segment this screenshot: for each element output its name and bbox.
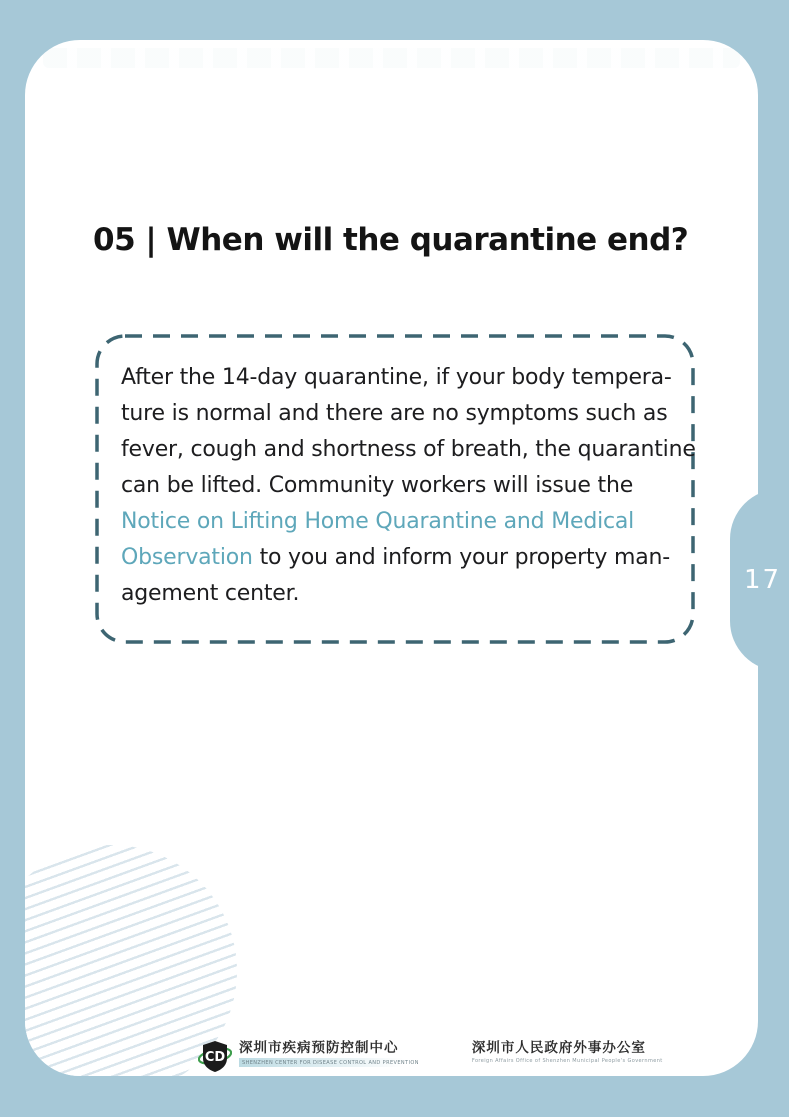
cdc-name-en: SHENZHEN CENTER FOR DISEASE CONTROL AND PREVENTION (239, 1058, 422, 1067)
page-title: 05 | When will the quarantine end? (93, 222, 689, 258)
footer-org-cdc (198, 1036, 422, 1074)
callout-text-segment: agement center. (121, 581, 300, 606)
notice-document-reference: Notice on Lifting Home Quarantine and Medical (121, 509, 635, 534)
quarantine-info-callout (95, 334, 695, 644)
callout-line (121, 540, 675, 576)
page-number-tab (730, 489, 789, 671)
cdc-name-block (239, 1036, 422, 1067)
footer (198, 1036, 663, 1074)
svg-text:CD: CD (204, 1050, 226, 1065)
callout-text-segment: fever, cough and shortness of breath, the quarantine (121, 437, 696, 462)
footer-org-fao (472, 1036, 663, 1064)
callout-text-segment: ture is normal and there are no symptoms such as (121, 401, 668, 426)
callout-line (121, 504, 675, 540)
fao-name-en: Foreign Affairs Office of Shenzhen Municipal People's Government (471, 1058, 663, 1064)
callout-line (121, 432, 696, 468)
cdc-name-zh: 深圳市疾病预防控制中心 (239, 1040, 399, 1056)
callout-text-segment: can be lifted. Community workers will issue the (121, 473, 634, 498)
notice-document-reference: Observation (121, 545, 253, 570)
fao-name-block (472, 1036, 663, 1064)
callout-line (121, 576, 675, 612)
page-number: 17 (743, 565, 782, 595)
callout-line (121, 360, 675, 396)
callout-text (121, 360, 696, 612)
top-watermark-pattern (43, 48, 740, 68)
callout-line (121, 468, 675, 504)
callout-text-segment: After the 14-day quarantine, if your body tempera- (121, 365, 672, 390)
cdc-shield-logo-icon (198, 1038, 232, 1074)
callout-line (121, 396, 675, 432)
fao-name-zh: 深圳市人民政府外事办公室 (471, 1040, 646, 1056)
callout-text-segment: to you and inform your property man- (252, 545, 671, 570)
content-card (25, 40, 758, 1076)
